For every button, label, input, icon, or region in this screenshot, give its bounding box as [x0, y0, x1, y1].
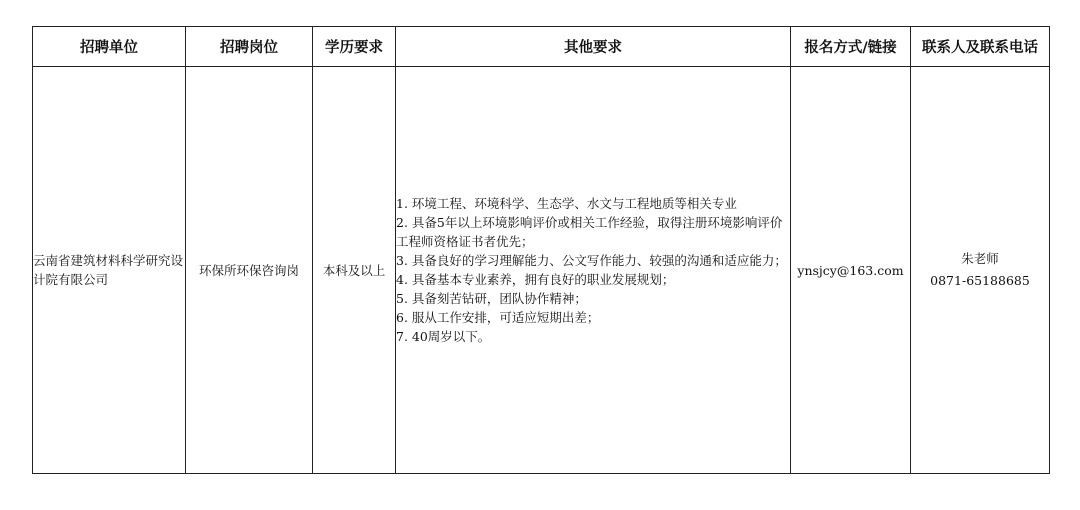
requirement-item-7: 7. 40周岁以下。 [396, 329, 491, 344]
cell-requirements [396, 67, 791, 474]
requirement-item-1: 1. 环境工程、环境科学、生态学、水文与工程地质等相关专业 [396, 196, 737, 211]
requirement-item-4: 4. 具备基本专业素养，拥有良好的职业发展规划； [396, 272, 675, 287]
cell-post: 环保所环保咨询岗 [186, 67, 313, 474]
requirement-item-6: 6. 服从工作安排，可适应短期出差； [396, 310, 600, 325]
cell-contact [911, 67, 1050, 474]
cell-education: 本科及以上 [313, 67, 396, 474]
contact-name: 朱老师 [961, 251, 999, 266]
requirement-item-5: 5. 具备刻苦钻研，团队协作精神； [396, 291, 587, 306]
table-header-row [33, 27, 1050, 67]
header-requirements: 其他要求 [396, 27, 791, 67]
requirement-item-2: 2. 具备5年以上环境影响评价或相关工作经验，取得注册环境影响评价工程师资格证书者优先； [396, 215, 783, 249]
cell-unit: 云南省建筑材料科学研究设计院有限公司 [33, 67, 186, 474]
header-apply: 报名方式/链接 [791, 27, 911, 67]
contact-phone: 0871-65188685 [930, 273, 1030, 288]
table-row [33, 67, 1050, 474]
header-contact: 联系人及联系电话 [911, 27, 1050, 67]
header-unit: 招聘单位 [33, 27, 186, 67]
recruitment-table [32, 26, 1050, 474]
requirement-item-3: 3. 具备良好的学习理解能力、公文写作能力、较强的沟通和适应能力； [396, 253, 787, 268]
header-education: 学历要求 [313, 27, 396, 67]
cell-apply-email: ynsjcy@163.com [791, 67, 911, 474]
header-post: 招聘岗位 [186, 27, 313, 67]
